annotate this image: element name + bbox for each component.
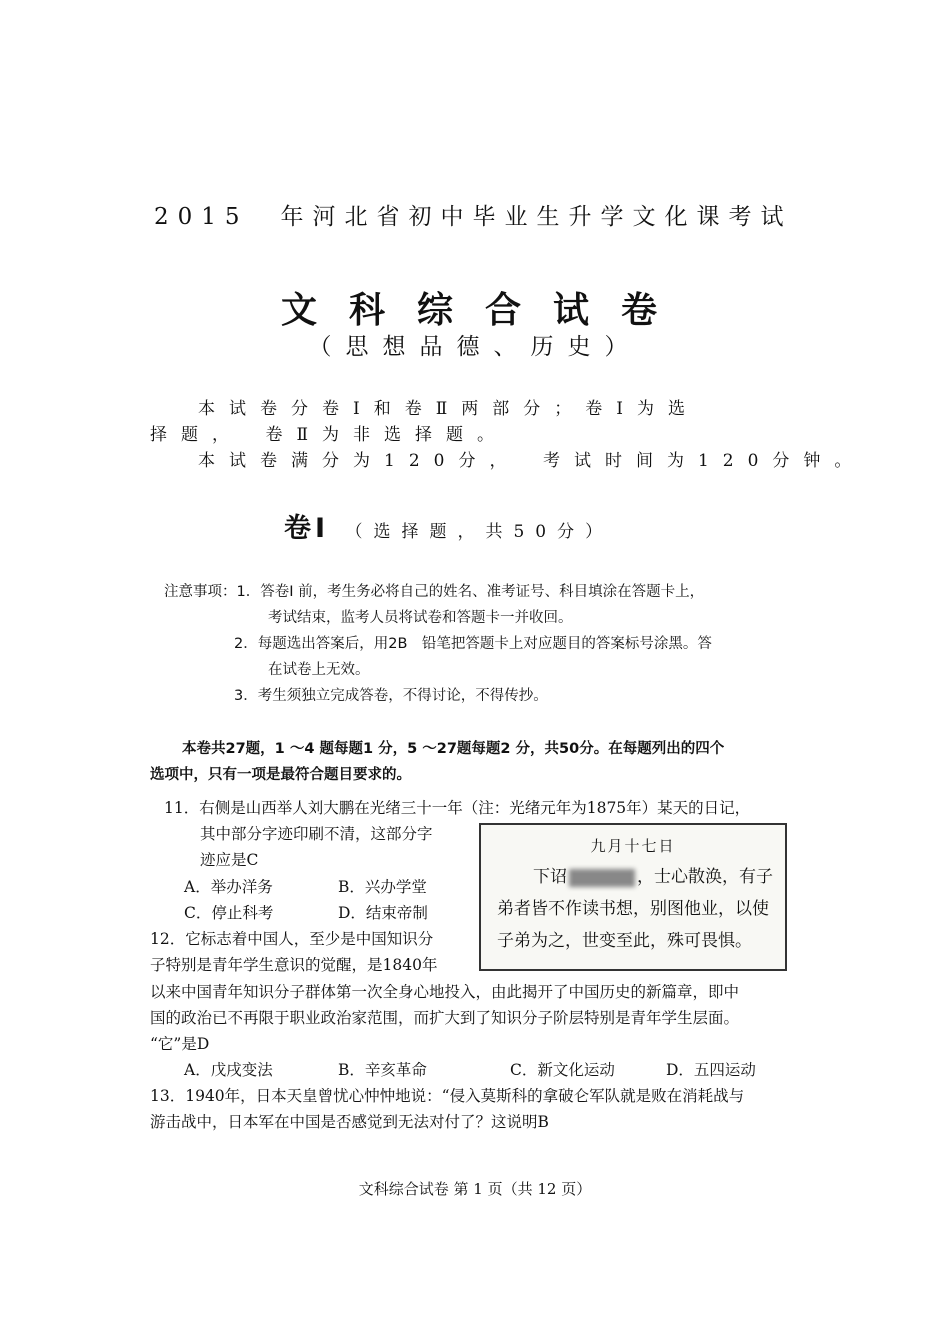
q13-line-2: 游击战中，日本军在中国是否感觉到无法对付了？这说明B xyxy=(150,1113,549,1131)
diary-date: 九月十七日 xyxy=(590,837,676,855)
q12-line-5: “它”是D xyxy=(150,1035,210,1053)
q12-option-d: D．五四运动 xyxy=(666,1061,756,1079)
diary-line-3: 子弟为之，世变至此，殊可畏惧。 xyxy=(497,931,752,951)
diary-image xyxy=(479,823,787,971)
notice-item-3: 3．考生须独立完成答卷，不得讨论，不得传抄。 xyxy=(234,688,548,704)
q11-line-1: 11．右侧是山西举人刘大鹏在光绪三十一年（注：光绪元年为1875年）某天的日记， xyxy=(164,799,751,817)
page-title: 文科综合试卷 xyxy=(280,289,689,331)
part-one-label: 卷Ⅰ xyxy=(284,513,330,544)
part-one-heading xyxy=(284,506,613,545)
notice-item-1b: 考试结束，监考人员将试卷和答题卡一并收回。 xyxy=(268,610,573,626)
q12-line-1: 12．它标志着中国人，至少是中国知识分 xyxy=(150,930,434,948)
q11-option-c: C．停止科考 xyxy=(184,904,274,922)
notice-item-1-text: 1．答卷Ⅰ 前，考生务必将自己的姓名、准考证号、科目填涂在答题卡上， xyxy=(236,584,705,600)
q12-option-b: B．辛亥革命 xyxy=(338,1061,427,1079)
q11-option-b: B．兴办学堂 xyxy=(338,878,427,896)
q12-option-a: A．戊戌变法 xyxy=(184,1061,273,1079)
intro-line-2: 择题， 卷Ⅱ为非选择题。 xyxy=(150,425,509,445)
q12-option-c: C．新文化运动 xyxy=(510,1061,615,1079)
diary-line-1-post: ，士心散涣，有子 xyxy=(637,867,773,887)
diary-line-1-pre: 下诏 xyxy=(533,867,567,887)
q11-line-2: 其中部分字迹印刷不清，这部分字 xyxy=(200,825,433,843)
q11-line-3: 迹应是C xyxy=(200,851,259,869)
q11-option-d: D．结束帝制 xyxy=(338,904,428,922)
exam-year-line: 2015 年河北省初中毕业生升学文化课考试 xyxy=(154,204,793,230)
page-footer: 文科综合试卷 第 1 页（共 12 页） xyxy=(358,1180,592,1198)
q12-line-3: 以来中国青年知识分子群体第一次全身心地投入，由此揭开了中国历史的新篇章，即中 xyxy=(150,983,740,1001)
instructions-line-2: 选项中，只有一项是最符合题目要求的。 xyxy=(150,767,411,783)
instructions-line-1: 本卷共27题，1 ～4 题每题1 分，5 ～27题每题2 分，共50分。在每题列出的四个 xyxy=(182,741,725,757)
notice-item-2a: 2．每题选出答案后，用2B 铅笔把答题卡上对应题目的答案标号涂黑。答 xyxy=(234,636,712,652)
q12-line-4: 国的政治已不再限于职业政治家范围，而扩大到了知识分子阶层特别是青年学生层面。 xyxy=(150,1009,740,1027)
q11-option-a: A．举办洋务 xyxy=(184,878,273,896)
notice-label: 注意事项： xyxy=(164,584,237,600)
page-subtitle: （思想品德、历史） xyxy=(308,334,642,360)
notice-item-1a xyxy=(164,580,704,601)
intro-line-3: 本试卷满分为120分， 考试时间为120分钟。 xyxy=(198,451,866,471)
q13-line-1: 13．1940年，日本天皇曾忧心忡忡地说：“侵入莫斯科的拿破仑军队就是败在消耗战与 xyxy=(150,1087,745,1105)
diary-line-2: 弟者皆不作读书想，别图他业，以使 xyxy=(497,899,769,919)
diary-line-1 xyxy=(533,861,773,893)
q12-line-2: 子特别是青年学生意识的觉醒，是1840年 xyxy=(150,956,438,974)
part-one-desc: （选择题，共50分） xyxy=(345,522,614,542)
notice-item-2b: 在试卷上无效。 xyxy=(268,662,370,678)
blurred-text-smudge xyxy=(569,869,635,887)
intro-line-1: 本试卷分卷Ⅰ和卷Ⅱ两部分；卷Ⅰ为选 xyxy=(198,399,699,419)
